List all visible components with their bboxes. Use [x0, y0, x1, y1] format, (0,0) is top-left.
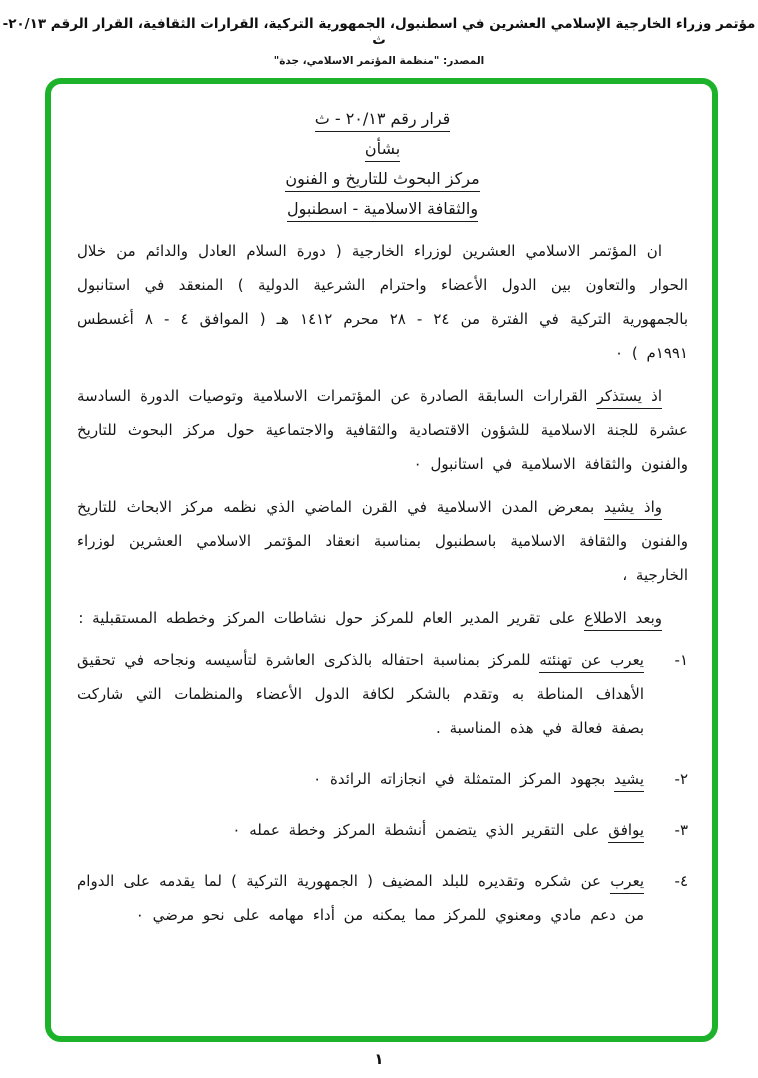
item-text: بجهود المركز المتمثلة في انجازاته الرائدة ٠: [313, 770, 615, 788]
paragraph-lead: واذ يشيد: [604, 498, 662, 520]
item-number: ١-: [674, 651, 688, 669]
resolution-subject-text-2: والثقافة الاسلامية - اسطنبول: [287, 199, 478, 222]
resolution-number-text: قرار رقم ٢٠/١٣ - ث: [315, 109, 451, 132]
item-paragraph: [77, 643, 644, 745]
document-frame: [45, 78, 718, 1042]
item-lead: يشيد: [614, 770, 644, 792]
resolution-subject-line-1: [77, 164, 688, 194]
operative-item-1: [77, 643, 688, 745]
paragraph-text: ان المؤتمر الاسلامي العشرين لوزراء الخارجية ( دورة السلام العادل والدائم من خلال الحوار والتعاون بين الدول الأعضاء واحترام الشرعية الدولية ) المنعقد في استانبول بالجمهورية التركية في الفترة من ٢٤ - ٢٨ محرم ١٤١٢ هـ ( الموافق ٤ - ٨ أغسطس ١٩٩١م ) ٠: [77, 242, 689, 362]
paragraph-text: القرارات السابقة الصادرة عن المؤتمرات الاسلامية وتوصيات الدورة السادسة عشرة للجنة الاسلامية للشؤون الاقتصادية والثقافية والاجتماعية حول مركز البحوث للتاريخ والفنون والثقافة الاسلامية في استانبول ٠: [77, 387, 688, 473]
item-lead: يعرب عن تهنئته: [539, 651, 644, 673]
item-lead: يعرب: [610, 872, 644, 894]
item-paragraph: [77, 762, 644, 796]
paragraph-lead: وبعد الاطلاع: [584, 609, 662, 631]
paragraph-text: بمعرض المدن الاسلامية في القرن الماضي الذي نظمه مركز الابحاث للتاريخ والفنون والثقافة الاسلامية باسطنبول بمناسبة انعقاد المؤتمر الاسلامي العشرين لوزراء الخارجية ،: [77, 498, 688, 584]
header-source: المصدر: "منظمة المؤتمر الاسلامي، جدة": [273, 55, 485, 67]
paragraph-text: على تقرير المدير العام للمركز حول نشاطات المركز وخططه المستقبلية :: [78, 609, 585, 627]
preamble-paragraph-1: [77, 234, 688, 370]
preamble-paragraph-3: [77, 490, 688, 592]
paragraph-lead: اذ يستذكر: [597, 387, 662, 409]
resolution-regarding-line: [77, 134, 688, 164]
operative-items: [77, 643, 688, 932]
resolution-number-line: [77, 104, 688, 134]
item-paragraph: [77, 813, 644, 847]
resolution-regarding-text: بشأن: [365, 139, 400, 162]
item-text: للمركز بمناسبة احتفاله بالذكرى العاشرة لتأسيسه ونجاحه في تحقيق الأهداف المناطة به وتقدم بالشكر لكافة الدول الأعضاء والمنظمات التي شاركت بصفة فعالة في هذه المناسبة .: [77, 651, 644, 737]
operative-item-2: [77, 762, 688, 796]
operative-item-4: [77, 864, 688, 932]
resolution-subject-text-1: مركز البحوث للتاريخ و الفنون: [285, 169, 479, 192]
item-number: ٣-: [674, 821, 688, 839]
page-number: ١: [374, 1050, 384, 1068]
preamble-paragraph-4: [77, 601, 688, 635]
item-number: ٢-: [674, 770, 688, 788]
item-text: على التقرير الذي يتضمن أنشطة المركز وخطة عمله ٠: [232, 821, 609, 839]
item-lead: يوافق: [608, 821, 644, 843]
item-number: ٤-: [674, 872, 688, 890]
document-header: [0, 16, 758, 67]
operative-item-3: [77, 813, 688, 847]
resolution-title-block: [77, 104, 688, 224]
resolution-subject-line-2: [77, 194, 688, 224]
item-text: عن شكره وتقديره للبلد المضيف ( الجمهورية التركية ) لما يقدمه على الدوام من دعم مادي ومعنوي للمركز مما يمكنه من أداء مهامه على نحو مرضي ٠: [77, 872, 644, 924]
preamble-paragraph-2: [77, 379, 688, 481]
header-title: مؤتمر وزراء الخارجية الإسلامي العشرين في اسطنبول، الجمهورية التركية، القرارات الثقافية، القرار الرقم ٢٠/١٣-ث: [2, 16, 756, 48]
item-paragraph: [77, 864, 644, 932]
